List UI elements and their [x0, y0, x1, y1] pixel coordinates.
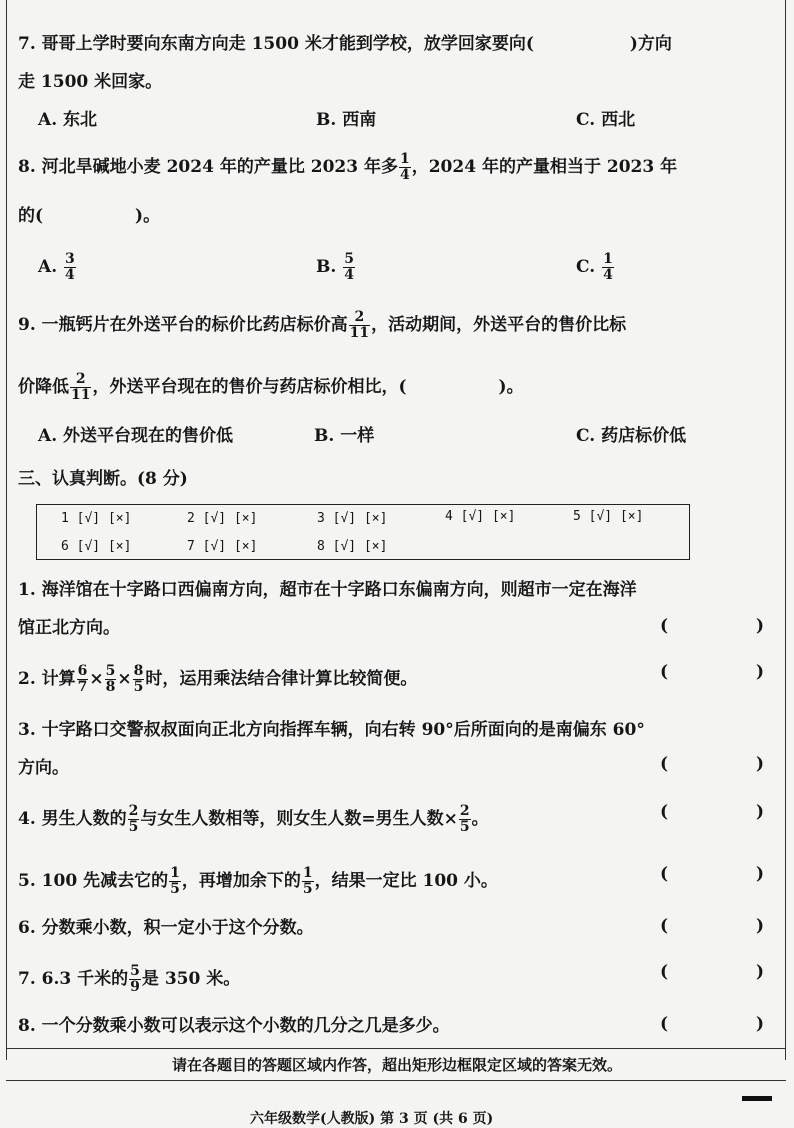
judge7-paren-close[interactable]: ): [756, 962, 765, 982]
judge4-f1-den: 5: [128, 819, 139, 835]
judge4-frac-2: [459, 804, 471, 835]
judge5-text-a: 5. 100 先减去它的: [18, 871, 169, 891]
q8-line1: [18, 152, 677, 183]
judge1-line2: 馆正北方向。: [18, 618, 120, 638]
judge2-times-2: ×: [117, 669, 132, 689]
judge7-paren-open: (: [660, 962, 669, 982]
q7-line1: [18, 34, 672, 54]
judge6-paren-close[interactable]: ): [756, 916, 765, 936]
answer-box-item-8[interactable]: 8 [√] [×]: [317, 539, 388, 554]
q9-option-c: C. 药店标价低: [576, 426, 687, 446]
judge5-paren-close[interactable]: ): [756, 864, 765, 884]
judge5-line: [18, 866, 498, 897]
judge5-f1-num: 1: [170, 865, 180, 881]
judge4-paren-open: (: [660, 802, 669, 822]
judge2-frac-1: [77, 664, 89, 695]
left-border: [6, 0, 7, 1060]
judge1-line1: 1. 海洋馆在十字路口西偏南方向，超市在十字路口东偏南方向，则超市一定在海洋: [18, 580, 637, 600]
q8-option-a-num: 3: [65, 251, 75, 267]
q8-line2: [18, 206, 160, 226]
judge3-line1: 3. 十字路口交警叔叔面向正北方向指挥车辆，向右转 90°后所面向的是南偏东 60°: [18, 720, 645, 740]
q8-option-b-frac: [343, 252, 355, 283]
judge3-paren-close[interactable]: ): [756, 754, 765, 774]
judge2-f2-den: 8: [105, 679, 116, 695]
q9-text-e: )。: [498, 377, 524, 397]
q8-option-b-num: 5: [344, 251, 354, 267]
judge4-f2-den: 5: [459, 819, 470, 835]
judge5-f1-den: 5: [170, 881, 180, 897]
answer-box-item-3[interactable]: 3 [√] [×]: [317, 511, 388, 526]
q9-text-a: 9. 一瓶钙片在外送平台的标价比药店标价高: [18, 315, 348, 335]
q9-text-c: 价降低: [18, 377, 69, 397]
q8-text-b: ，2024 年的产量相当于 2023 年: [411, 157, 678, 177]
judge4-f1-num: 2: [128, 803, 139, 819]
judge2-frac-3: [133, 664, 145, 695]
answer-box: [36, 504, 690, 560]
judge2-times-1: ×: [89, 669, 104, 689]
judge4-text-b: 与女生人数相等，则女生人数=男生人数×: [140, 809, 458, 829]
judge3-line2: 方向。: [18, 758, 69, 778]
answer-box-item-2[interactable]: 2 [√] [×]: [187, 511, 258, 526]
judge2-f3-num: 8: [133, 663, 144, 679]
q8-fraction: [399, 152, 411, 183]
corner-mark: [742, 1096, 772, 1101]
judge4-text-c: 。: [471, 809, 489, 829]
q8-option-a-den: 4: [65, 267, 75, 283]
judge2-f1-num: 6: [77, 663, 88, 679]
judge2-text-b: 时，运用乘法结合律计算比较简便。: [145, 669, 418, 689]
judge5-frac-1: [169, 866, 181, 897]
section3-heading: 三、认真判断。(8 分): [18, 469, 188, 489]
q9-frac1-den: 11: [349, 325, 370, 341]
answer-box-item-4[interactable]: 4 [√] [×]: [445, 509, 516, 524]
q7-option-a: A. 东北: [38, 110, 98, 130]
footer-divider-top: [6, 1048, 786, 1049]
q7-option-b: B. 西南: [316, 110, 377, 130]
answer-box-item-5[interactable]: 5 [√] [×]: [573, 509, 644, 524]
judge7-text-b: 是 350 米。: [141, 969, 241, 989]
answer-box-item-6[interactable]: 6 [√] [×]: [61, 539, 132, 554]
q8-option-a-frac: [64, 252, 76, 283]
answer-box-item-7[interactable]: 7 [√] [×]: [187, 539, 258, 554]
q9-frac2-num: 2: [75, 371, 86, 387]
q9-fraction-1: [349, 310, 370, 341]
judge1-paren-open: (: [660, 616, 669, 636]
q9-option-b: B. 一样: [314, 426, 375, 446]
judge5-paren-open: (: [660, 864, 669, 884]
judge2-paren-open: (: [660, 662, 669, 682]
judge4-paren-close[interactable]: ): [756, 802, 765, 822]
judge5-text-b: ，再增加余下的: [181, 871, 301, 891]
q8-option-b: [316, 252, 356, 283]
q8-option-a-label: A.: [38, 257, 58, 277]
q9-line1: [18, 310, 626, 341]
judge2-paren-close[interactable]: ): [756, 662, 765, 682]
judge6-line: 6. 分数乘小数，积一定小于这个分数。: [18, 918, 314, 938]
footer-divider-bottom: [6, 1080, 786, 1081]
judge7-text-a: 7. 6.3 千米的: [18, 969, 129, 989]
judge1-paren-close[interactable]: ): [756, 616, 765, 636]
judge2-line: [18, 664, 417, 695]
page-number: 六年级数学(人教版) 第 3 页 (共 6 页): [250, 1111, 494, 1127]
right-border: [785, 0, 786, 1060]
judge5-frac-2: [302, 866, 314, 897]
judge7-f-den: 9: [130, 979, 140, 995]
q7-option-c: C. 西北: [576, 110, 636, 130]
q7-line2: 走 1500 米回家。: [18, 72, 163, 92]
q9-frac2-den: 11: [71, 387, 91, 403]
judge7-f-num: 5: [130, 963, 140, 979]
judge2-text-a: 2. 计算: [18, 669, 76, 689]
q8-frac-den: 4: [399, 167, 410, 183]
q8-option-b-label: B.: [316, 257, 337, 277]
judge4-frac-1: [128, 804, 140, 835]
judge4-line: [18, 804, 489, 835]
footer-notice: 请在各题目的答题区域内作答，超出矩形边框限定区域的答案无效。: [171, 1056, 622, 1074]
judge3-paren-open: (: [660, 754, 669, 774]
q8-text-d: )。: [135, 206, 161, 226]
judge5-f2-num: 1: [302, 865, 313, 881]
q8-frac-num: 1: [399, 151, 410, 167]
q8-text-a: 8. 河北旱碱地小麦 2024 年的产量比 2023 年多: [18, 157, 398, 177]
q9-line2: [18, 372, 524, 403]
q8-option-c: [576, 252, 615, 283]
judge2-frac-2: [105, 664, 117, 695]
q9-frac1-num: 2: [354, 309, 365, 325]
judge5-f2-den: 5: [302, 881, 313, 897]
q8-option-b-den: 4: [344, 267, 354, 283]
q9-option-a: A. 外送平台现在的售价低: [38, 426, 234, 446]
judge2-f2-num: 5: [105, 663, 116, 679]
q8-option-c-num: 1: [603, 251, 613, 267]
q8-option-c-label: C.: [576, 257, 596, 277]
q8-text-c: 的(: [18, 206, 44, 226]
judge8-paren-close[interactable]: ): [756, 1014, 765, 1034]
judge2-f3-den: 5: [133, 679, 144, 695]
q9-text-b: ，活动期间，外送平台的售价比标: [371, 315, 627, 335]
judge4-f2-num: 2: [459, 803, 470, 819]
q8-option-c-frac: [602, 252, 614, 283]
judge4-text-a: 4. 男生人数的: [18, 809, 127, 829]
judge8-paren-open: (: [660, 1014, 669, 1034]
judge7-line: [18, 964, 240, 995]
q9-fraction-2: [70, 372, 91, 403]
q9-text-d: ，外送平台现在的售价与药店标价相比，(: [92, 377, 407, 397]
judge6-paren-open: (: [660, 916, 669, 936]
q8-option-a: [38, 252, 77, 283]
judge5-text-c: ，结果一定比 100 小。: [314, 871, 498, 891]
q7-text-a: 7. 哥哥上学时要向东南方向走 1500 米才能到学校，放学回家要向(: [18, 34, 534, 54]
q7-text-b: )方向: [629, 34, 672, 54]
answer-box-item-1[interactable]: 1 [√] [×]: [61, 511, 132, 526]
judge8-line: 8. 一个分数乘小数可以表示这个小数的几分之几是多少。: [18, 1016, 450, 1036]
q8-option-c-den: 4: [603, 267, 613, 283]
judge7-frac: [129, 964, 141, 995]
judge2-f1-den: 7: [77, 679, 88, 695]
